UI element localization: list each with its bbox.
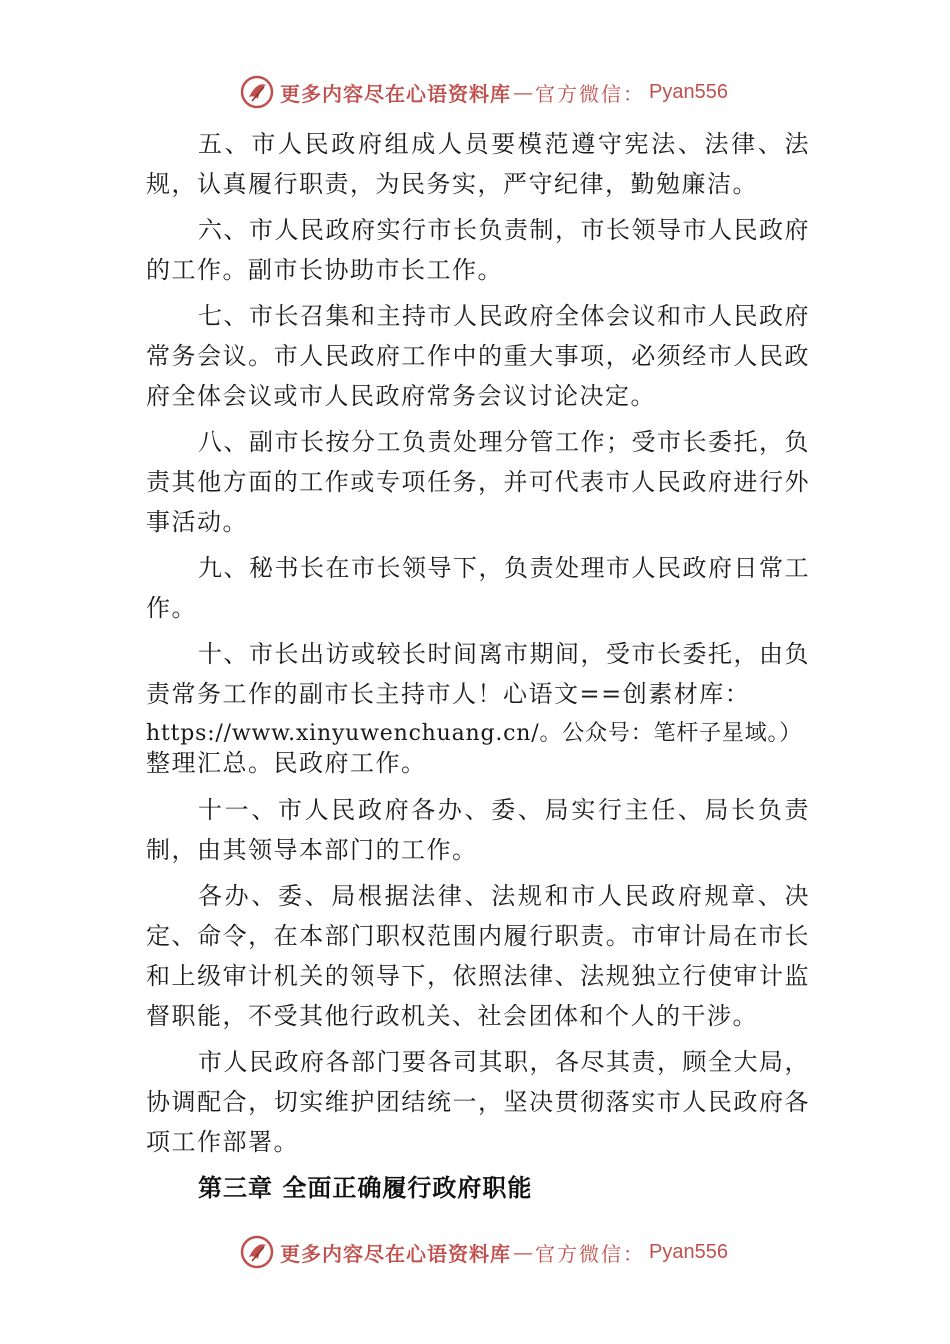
paragraph-10: 十、市长出访或较长时间离市期间，受市长委托，由负责常务工作的副市长主持市人！心语文==创素材库： — [146, 640, 810, 708]
logo-icon — [240, 1235, 274, 1269]
logo-icon — [240, 75, 274, 109]
wechat-id: Pyan556 — [649, 1240, 728, 1263]
paragraph-6: 六、市人民政府实行市长负责制，市长领导市人民政府的工作。副市长协助市长工作。 — [146, 216, 810, 284]
brand-dash: — — [513, 1240, 533, 1264]
paragraph-9: 九、秘书长在市长领导下，负责处理市人民政府日常工作。 — [146, 554, 810, 622]
wechat-label: 官方微信： — [535, 1241, 645, 1266]
wechat-id: Pyan556 — [649, 80, 728, 103]
paragraph-11: 十一、市人民政府各办、委、局实行主任、局长负责制，由其领导本部门的工作。 — [146, 796, 810, 864]
brand-text: 更多内容尽在心语资料库 — [280, 81, 511, 106]
source-url-line: https://www.xinyuwenchuang.cn/。公众号：笔杆子星域。） — [146, 721, 803, 746]
paragraph-7: 七、市长召集和主持市人民政府全体会议和市人民政府常务会议。市人民政府工作中的重大事项，必须经市人民政府全体会议或市人民政府常务会议讨论决定。 — [146, 302, 810, 410]
footer-watermark — [240, 1232, 760, 1272]
brand-dash: — — [513, 80, 533, 104]
document-body — [146, 124, 810, 1208]
wechat-label: 官方微信： — [535, 81, 645, 106]
brand-text: 更多内容尽在心语资料库 — [280, 1241, 511, 1266]
header-watermark — [240, 72, 760, 112]
paragraph-departments: 各办、委、局根据法律、法规和市人民政府规章、决定、命令，在本部门职权范围内履行职责。市审计局在市长和上级审计机关的领导下，依照法律、法规独立行使审计监督职能，不受其他行政机关、社会团体和个人的干涉。 — [146, 882, 810, 1030]
paragraph-10-end: 整理汇总。民政府工作。 — [146, 749, 427, 777]
paragraph-8: 八、副市长按分工负责处理分管工作；受市长委托，负责其他方面的工作或专项任务，并可代表市人民政府进行外事活动。 — [146, 428, 810, 536]
paragraph-coordination: 市人民政府各部门要各司其职，各尽其责，顾全大局，协调配合，切实维护团结统一，坚决贯彻落实市人民政府各项工作部署。 — [146, 1048, 810, 1156]
paragraph-5: 五、市人民政府组成人员要模范遵守宪法、法律、法规，认真履行职责，为民务实，严守纪律，勤勉廉洁。 — [146, 130, 810, 198]
chapter-title: 第三章 全面正确履行政府职能 — [198, 1174, 533, 1202]
